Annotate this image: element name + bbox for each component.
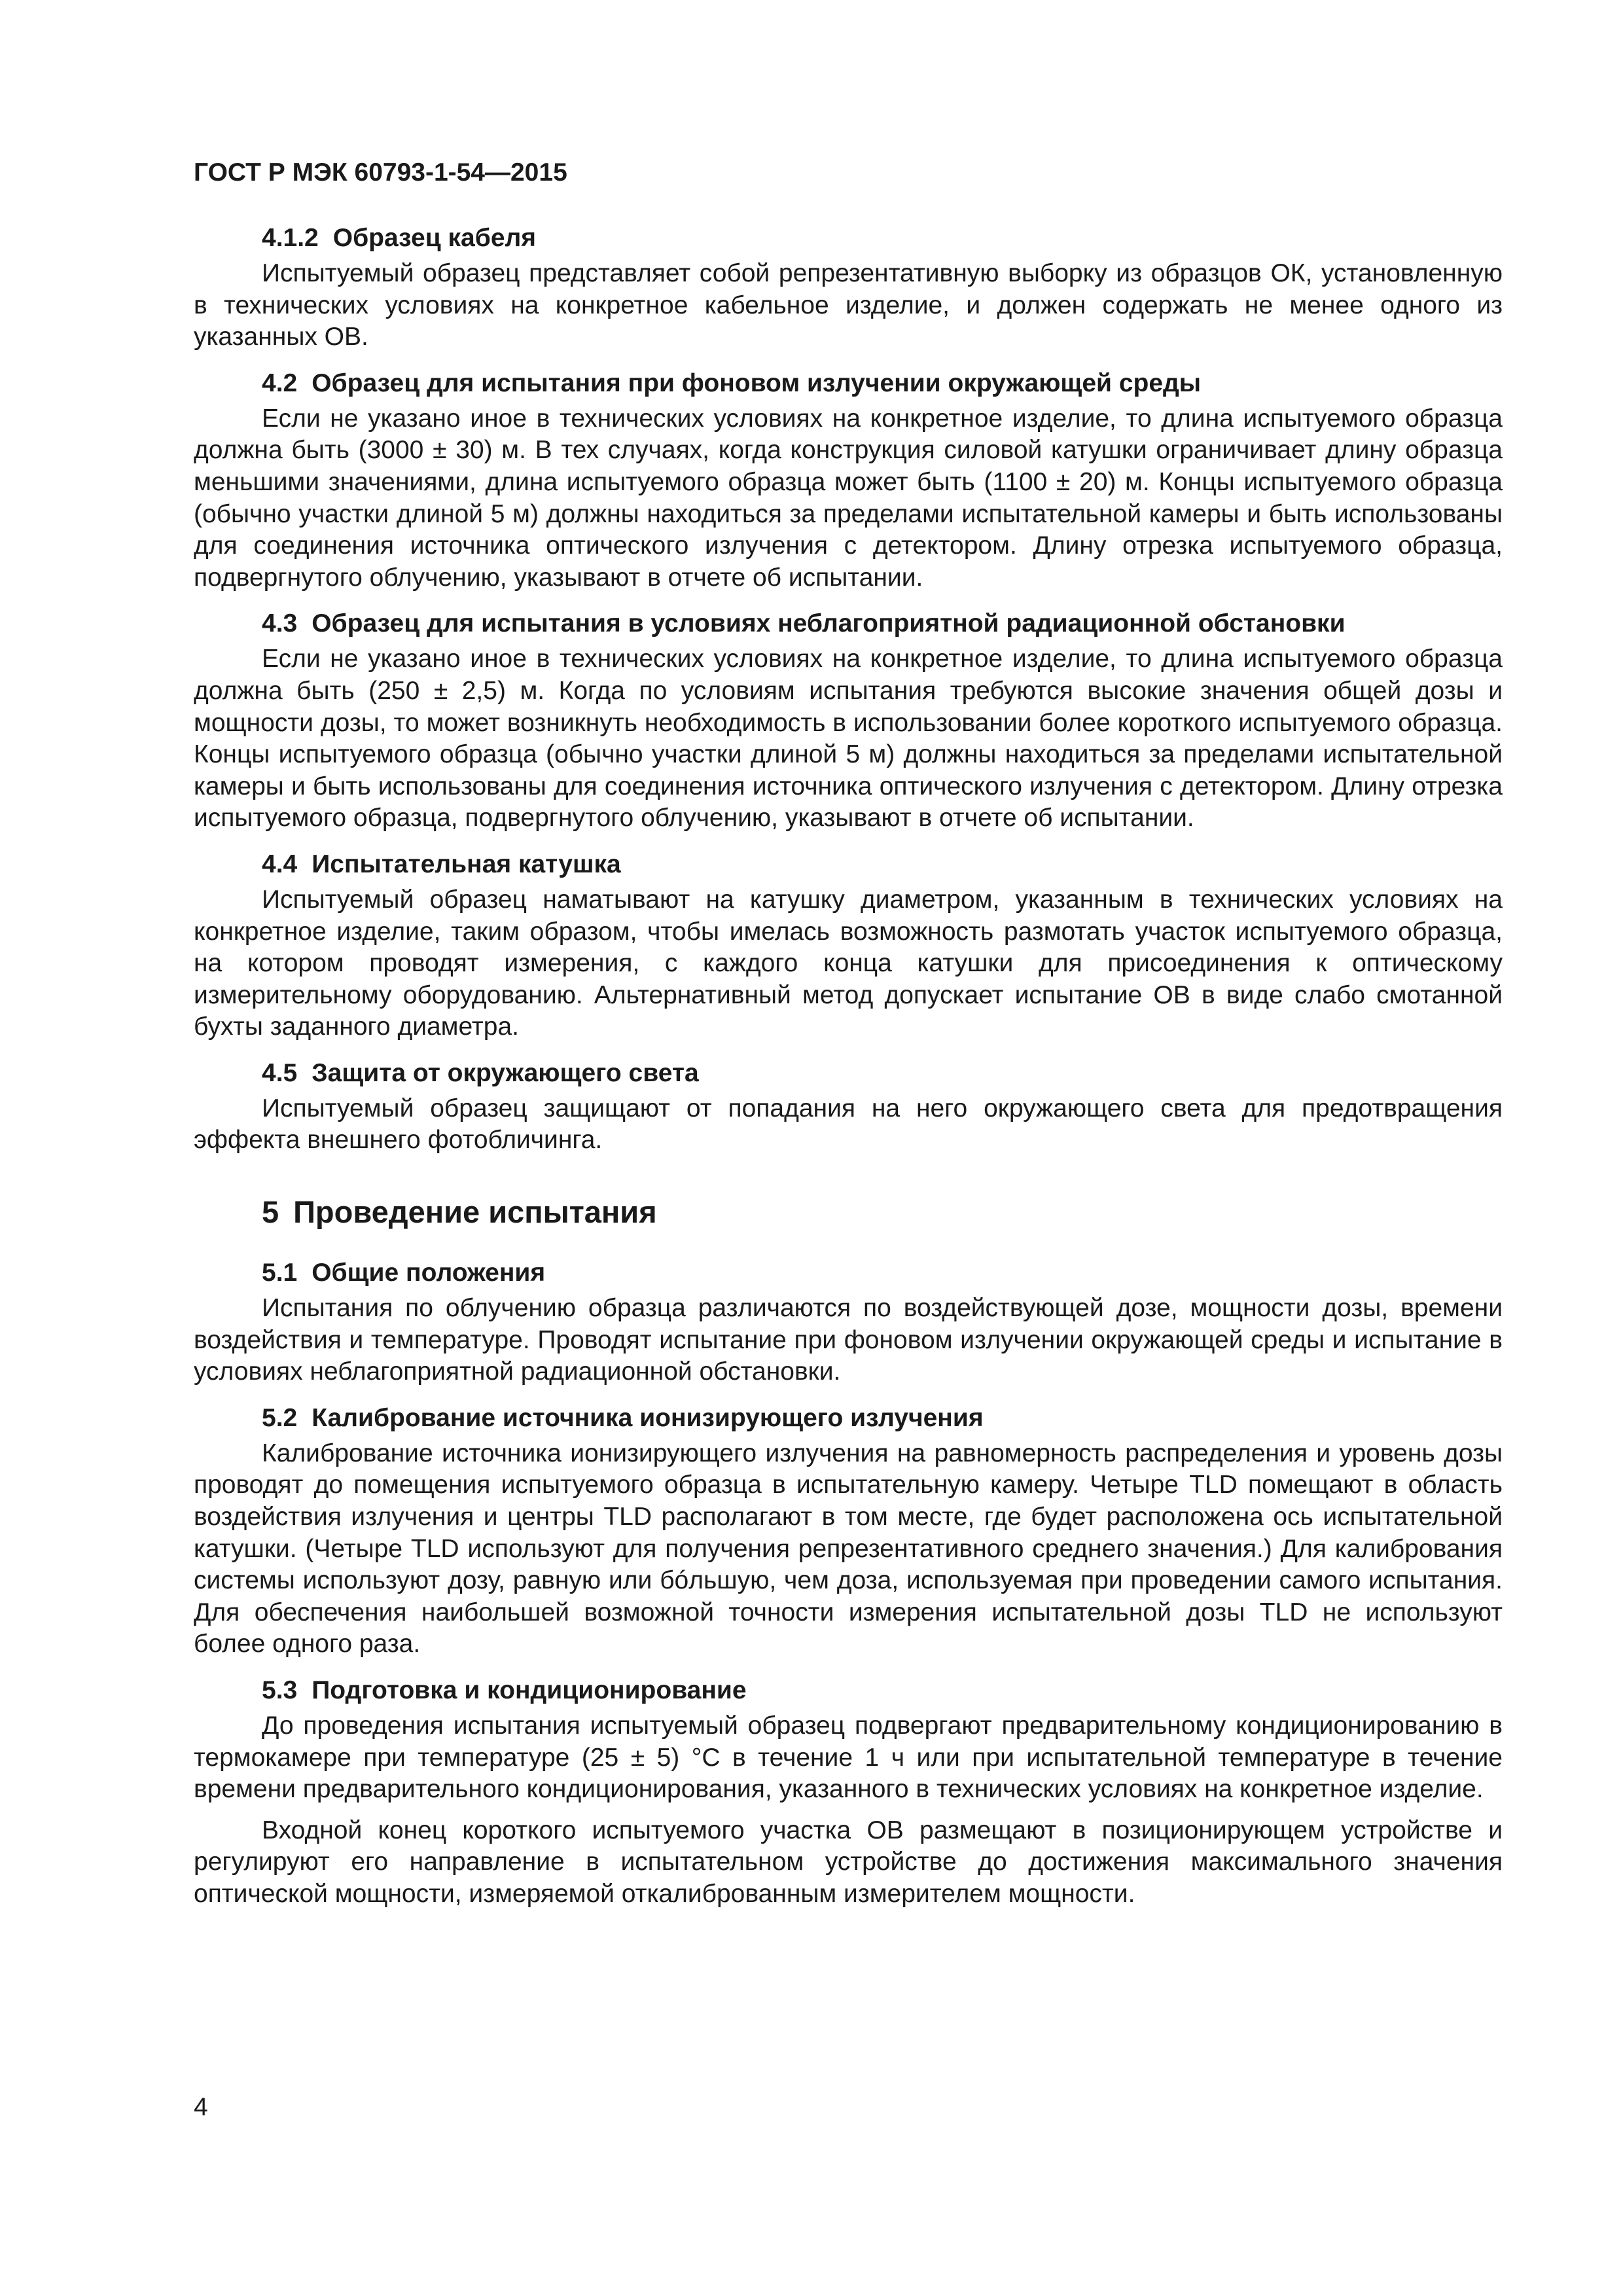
heading-title: Образец кабеля (332, 224, 537, 252)
heading-number: 5.2 (262, 1403, 298, 1432)
heading-title: Защита от окружающего света (312, 1058, 699, 1087)
heading-title: Испытательная катушка (312, 850, 621, 878)
paragraph-5-3-2: Входной конец короткого испытуемого участка ОВ размещают в позиционирующем устройстве и регулируют его направление в испытательном устройстве до достижения максимального значения оптической мощности, измеряемой откалиброванным измерителем мощности. (194, 1816, 1503, 1908)
paragraph-4-1-2: Испытуемый образец представляет собой репрезентативную выборку из образцов ОК, установленную в технических условиях на конкретное кабельное изделие, и должен содержать не менее одного из указанных ОВ. (194, 259, 1503, 351)
heading-4-5 (194, 1058, 1503, 1089)
heading-4-3 (194, 608, 1503, 639)
heading-number: 5 (262, 1194, 279, 1230)
paragraph-4-4: Испытуемый образец наматывают на катушку диаметром, указанным в технических условиях на конкретное изделие, таким образом, чтобы имелась возможность размотать участок испытуемого образца, на котором проводят измерения, с каждого конца катушки для присоединения к оптическому измерительному оборудованию. Альтернативный метод допускает испытание ОВ в виде слабо смотанной бухты заданного диаметра. (194, 885, 1503, 1041)
heading-title: Образец для испытания в условиях неблагоприятной радиационной обстановки (312, 609, 1346, 638)
paragraph-5-2: Калибрование источника ионизирующего излучения на равномерность распределения и уровень дозы проводят до помещения испытуемого образца в испытательную камеру. Четыре TLD помещают в область воздействия излучения и центры TLD располагают в том месте, где будет расположена ось испытательной катушки. (Четыре TLD используют для получения репрезентативного среднего значения.) Для калибрования системы используют дозу, равную или бóльшую, чем доза, используемая при проведении самого испытания. Для обеспечения наибольшей возможной точности измерения испытательной дозы TLD не используют более одного раза. (194, 1439, 1503, 1659)
heading-5-1 (194, 1257, 1503, 1289)
heading-title: Общие положения (312, 1259, 546, 1287)
heading-4-4 (194, 849, 1503, 880)
heading-5-3 (194, 1675, 1503, 1706)
heading-number: 5.3 (262, 1676, 298, 1704)
heading-number: 4.4 (262, 850, 298, 878)
document-page (194, 157, 1503, 1920)
heading-title: Проведение испытания (293, 1194, 657, 1230)
heading-title: Калибрование источника ионизирующего излучения (312, 1403, 984, 1432)
heading-title: Подготовка и кондиционирование (312, 1676, 747, 1704)
paragraph-5-3-1: До проведения испытания испытуемый образец подвергают предварительному кондиционированию в термокамере при температуре (25 ± 5) °С в течение 1 ч или при испытательной температуре в течение времени предварительного кондиционирования, указанного в технических условиях на конкретное изделие. (194, 1712, 1503, 1804)
heading-5-2 (194, 1403, 1503, 1434)
heading-number: 4.3 (262, 609, 298, 638)
heading-4-1-2 (194, 223, 1503, 254)
document-header: ГОСТ Р МЭК 60793-1-54—2015 (194, 158, 567, 187)
paragraph-5-1: Испытания по облучению образца различаются по воздействующей дозе, мощности дозы, времени воздействия и температуре. Проводят испытание при фоновом излучении окружающей среды и испытание в условиях неблагоприятной радиационной обстановки. (194, 1294, 1503, 1386)
paragraph-4-3: Если не указано иное в технических условиях на конкретное изделие, то длина испытуемого образца должна быть (250 ± 2,5) м. Когда по условиям испытания требуются высокие значения общей дозы и мощности дозы, то может возникнуть необходимость в использовании более короткого испытуемого образца. Концы испытуемого образца (обычно участки длиной 5 м) должны находиться за пределами испытательной камеры и быть использованы для соединения источника оптического излучения с детектором. Длину отрезка испытуемого образца, подвергнутого облучению, указывают в отчете об испытании. (194, 645, 1503, 833)
page-number: 4 (194, 2093, 208, 2121)
heading-number: 4.2 (262, 368, 298, 397)
heading-4-2 (194, 368, 1503, 399)
heading-number: 4.5 (262, 1058, 298, 1087)
heading-5 (194, 1193, 1503, 1231)
paragraph-4-5: Испытуемый образец защищают от попадания на него окружающего света для предотвращения эффекта внешнего фотобличинга. (194, 1094, 1503, 1155)
heading-number: 4.1.2 (262, 224, 319, 252)
heading-number: 5.1 (262, 1259, 298, 1287)
heading-title: Образец для испытания при фоновом излучении окружающей среды (312, 368, 1202, 397)
paragraph-4-2: Если не указано иное в технических условиях на конкретное изделие, то длина испытуемого образца должна быть (3000 ± 30) м. В тех случаях, когда конструкция силовой катушки ограничивает длину образца меньшими значениями, длина испытуемого образца может быть (1100 ± 20) м. Концы испытуемого образца (обычно участки длиной 5 м) должны находиться за пределами испытательной камеры и быть использованы для соединения источника оптического излучения с детектором. Длину отрезка испытуемого образца, подвергнутого облучению, указывают в отчете об испытании. (194, 404, 1503, 592)
